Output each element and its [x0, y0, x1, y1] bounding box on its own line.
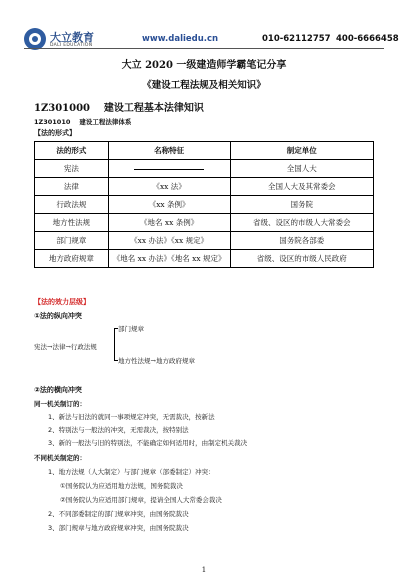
- page-number: 1: [201, 566, 207, 574]
- table-cell: [108, 160, 230, 178]
- table-header-row: [35, 142, 374, 160]
- logo-name: 大立教育: [50, 31, 94, 44]
- table-cell: 《地名 xx 条例》: [108, 214, 230, 232]
- diagram-left-chain: 宪法→法律→行政法规: [34, 343, 97, 351]
- list-item: 3、新的一般法与旧的特别法，不能确定如何适用时，由制定机关裁决: [48, 439, 248, 447]
- header-phone-1: 010-62112757: [262, 34, 331, 44]
- table-cell: 《xx 条例》: [108, 196, 230, 214]
- table-header-cell: 制定单位: [230, 142, 373, 160]
- table-cell: 省级、设区的市级人民政府: [230, 250, 373, 268]
- table-row: [35, 232, 374, 250]
- list-item: ②国务院认为应适用部门规章，提请全国人大常委会裁决: [60, 496, 222, 504]
- same-org-heading: 同一机关制订的：: [34, 400, 86, 408]
- dash-line: [134, 169, 204, 170]
- table-header-cell: 名称特征: [108, 142, 230, 160]
- hierarchy-diagram: [34, 325, 294, 370]
- table-cell: 部门规章: [35, 232, 109, 250]
- law-forms-table: [34, 141, 374, 268]
- table-row: [35, 160, 374, 178]
- list-item: 1、地方法规（人大制定）与部门规章（部委制定）冲突：: [48, 468, 215, 476]
- list-item: 2、不同部委制定的部门规章冲突，由国务院裁决: [48, 510, 189, 518]
- table-cell: 《xx 法》: [108, 178, 230, 196]
- header-phone-2: 400-6666458: [336, 34, 399, 44]
- table-row: [35, 214, 374, 232]
- table-cell: 国务院: [230, 196, 373, 214]
- table-cell: 行政法规: [35, 196, 109, 214]
- table-cell: 地方政府规章: [35, 250, 109, 268]
- table-cell: 全国人大: [230, 160, 373, 178]
- table-cell: 《xx 办法》《xx 规定》: [108, 232, 230, 250]
- section-title: 1Z301000 建设工程基本法律知识: [34, 103, 204, 114]
- table-cell: 《地名 xx 办法》《地名 xx 规定》: [108, 250, 230, 268]
- page-header: [0, 0, 408, 60]
- document-title: 大立 2020 一级建造师学霸笔记分享: [121, 60, 287, 71]
- table-header-cell: 法的形式: [35, 142, 109, 160]
- forms-heading: 【法的形式】: [34, 129, 76, 137]
- list-item: ①国务院认为应适用地方法规，国务院裁决: [60, 482, 183, 490]
- subsection-title: 1Z301010 建设工程法律体系: [34, 118, 132, 126]
- logo-subtitle: DALI EDUCATION: [50, 43, 93, 48]
- brand-logo: [24, 28, 114, 54]
- table-cell: 地方性法规: [35, 214, 109, 232]
- vertical-conflict-heading: ①法的纵向冲突: [34, 312, 82, 320]
- document-subtitle: 《建设工程法规及相关知识》: [142, 80, 266, 91]
- diff-org-heading: 不同机关制定的：: [34, 454, 86, 462]
- table-row: [35, 250, 374, 268]
- table-cell: 法律: [35, 178, 109, 196]
- list-item: 3、部门规章与地方政府规章冲突，由国务院裁决: [48, 524, 189, 532]
- table-cell: 全国人大及其常委会: [230, 178, 373, 196]
- logo-mark-icon: [24, 28, 46, 50]
- diagram-bottom-branch: 地方性法规→地方政府规章: [118, 357, 195, 365]
- table-row: [35, 178, 374, 196]
- header-url: www.daliedu.cn: [142, 34, 219, 44]
- horizontal-conflict-heading: ②法的横向冲突: [34, 386, 82, 394]
- table-cell: 宪法: [35, 160, 109, 178]
- table-row: [35, 196, 374, 214]
- diagram-bracket-line: [114, 328, 115, 360]
- list-item: 1、新法与旧法的就同一事项规定冲突，无需裁决，按新法: [48, 413, 215, 421]
- table-cell: 国务院各部委: [230, 232, 373, 250]
- list-item: 2、特别法与一般法的冲突，无需裁决，按特别法: [48, 426, 189, 434]
- table-cell: 省级、设区的市级人大常委会: [230, 214, 373, 232]
- diagram-top-branch: 部门规章: [118, 325, 144, 333]
- header-divider: [24, 48, 384, 49]
- hierarchy-heading: 【法的效力层级】: [34, 298, 90, 306]
